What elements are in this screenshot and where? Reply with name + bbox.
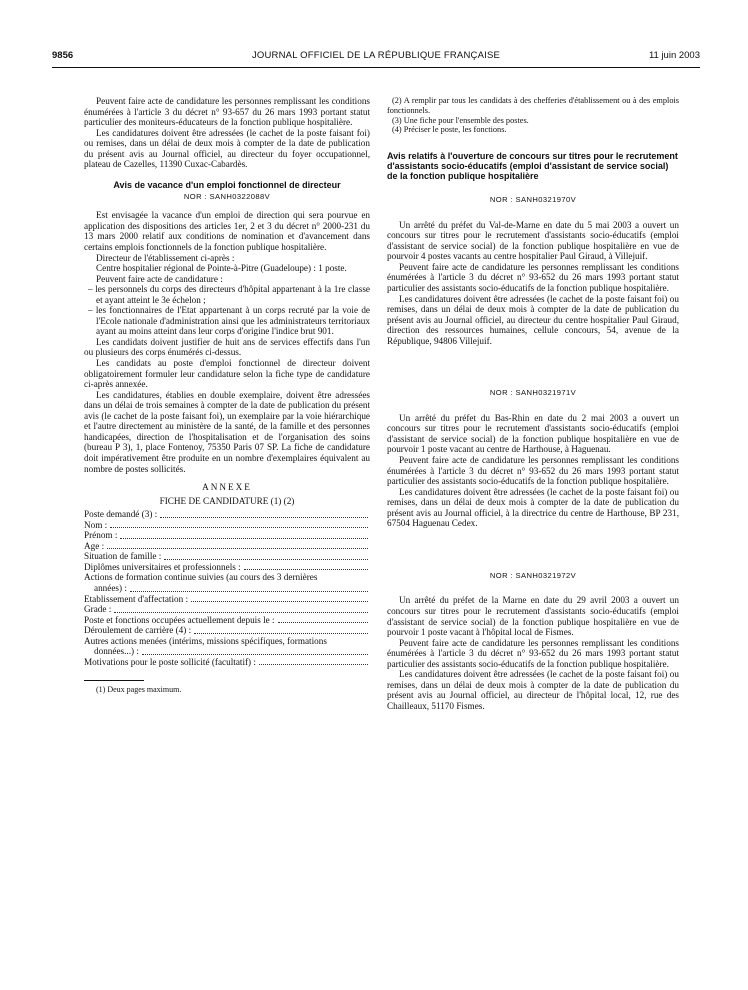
- form-field-etablissement: Etablissement d'affectation :: [84, 594, 370, 605]
- concours-heading: Avis relatifs à l'ouverture de concours sur titres pour le recrutement d'assistants socio-éducatifs (emploi d'assistant de service social) de la fonction publique hospitalière: [387, 151, 678, 182]
- avis-nor: NOR : SANH0321972V: [489, 570, 577, 580]
- form-field-formation-cont: années) :: [84, 583, 370, 594]
- vacance-paragraph: Peuvent faire acte de candidature :: [96, 273, 223, 284]
- avis-paragraph: Peuvent faire acte de candidature les personnes remplissant les conditions énumérées à l'article 3 du décret n° 93-652 du 26 mars 1993 portant statut particulier des assistants socio-éducatifs de la fonction publique hospitalière.: [387, 455, 679, 487]
- avis-paragraph: Les candidatures doivent être adressées (le cachet de la poste faisant foi) ou remises, dans un délai de deux mois à compter de la date de publication du présent avis au Journal officiel, au directeur de l'hôpital local, 12, rue des Chailleaux, 51170 Fismes.: [387, 669, 679, 711]
- intro-paragraph-1: Peuvent faire acte de candidature les personnes remplissant les conditions énumérées à l'article 3 du décret n° 93-657 du 26 mars 1993 portant statut particulier des moniteurs-éducateurs de la fonction publique hospitalière.: [84, 96, 370, 128]
- eligibility-item: – les personnels du corps des directeurs d'hôpital appartenant à la 1re classe et ayant atteint le 3e échelon ;: [88, 284, 370, 305]
- form-field-prenom: Prénom :: [84, 530, 370, 541]
- footnote: (3) Une fiche pour l'ensemble des postes.: [392, 115, 529, 125]
- fill-line: [142, 648, 368, 655]
- form-field-nom: Nom :: [84, 520, 370, 531]
- form-field-autres-cont: données...) :: [84, 646, 370, 657]
- fill-line: [160, 511, 368, 518]
- header-rule: [52, 67, 700, 68]
- fill-line: [110, 521, 368, 528]
- footnote: (2) A remplir par tous les candidats à des chefferies d'établissement ou à des emplois fonctionnels.: [387, 96, 679, 115]
- avis-paragraph: Un arrêté du préfet du Val-de-Marne en date du 5 mai 2003 a ouvert un concours sur titres pour le recrutement d'assistants socio-éducatifs (emploi d'assistant de service social) de la fonction publique hospitalière en vue de pourvoir 4 postes vacants au centre hospitalier Paul Giraud, à Villejuif.: [387, 219, 679, 262]
- fill-line: [194, 627, 368, 634]
- vacance-paragraph: Directeur de l'établissement ci-après :: [96, 252, 235, 263]
- issue-date: 11 juin 2003: [648, 50, 700, 61]
- form-field-poste: Poste demandé (3) :: [84, 509, 370, 520]
- avis-nor: NOR : SANH0321971V: [489, 388, 577, 398]
- form-field-age: Age :: [84, 541, 370, 552]
- avis-paragraph: Les candidatures doivent être adressées (le cachet de la poste faisant foi) ou remises, dans un délai de deux mois à compter de la date de publication du présent avis au Journal officiel, à la directrice du centre de Harthouse, BP 231, 67504 Haguenau Cedex.: [387, 486, 679, 529]
- fill-line: [259, 658, 368, 665]
- fill-line: [107, 542, 368, 549]
- avis-paragraph: Un arrêté du préfet de la Marne en date du 29 avril 2003 a ouvert un concours sur titres pour le recrutement d'assistants socio-éducatifs (emploi d'assistant de service social) de la fonction publique hospitalière en vue de pourvoir 1 poste vacant à l'hôpital local de Fismes.: [387, 595, 679, 638]
- form-field-formation: Actions de formation continue suivies (au cours des 3 dernières: [84, 572, 318, 583]
- intro-paragraph-2: Les candidatures doivent être adressées (le cachet de la poste faisant foi) ou remises, dans un délai de deux mois à compter de la date de publication du présent avis au Journal officiel, au directeur du foyer occupationnel, plateau de Cazelles, 11390 Cuxac-Cabardès.: [84, 127, 370, 170]
- page-header: [52, 50, 700, 64]
- page-number: 9856: [52, 50, 74, 61]
- form-field-autres: Autres actions menées (intérims, missions spécifiques, formations: [84, 635, 327, 646]
- right-column: [387, 96, 679, 711]
- form-field-situation: Situation de famille :: [84, 551, 370, 562]
- vacance-nor: NOR : SANH0322088V: [183, 191, 271, 201]
- fill-line: [278, 616, 368, 623]
- form-field-poste-fonctions: Poste et fonctions occupées actuellement depuis le :: [84, 615, 370, 626]
- footnotes-continued: [387, 96, 679, 135]
- footnote: (1) Deux pages maximum.: [96, 685, 182, 695]
- fill-line: [114, 606, 368, 613]
- fill-line: [164, 553, 368, 560]
- fill-line: [191, 595, 368, 602]
- form-field-diplomes: Diplômes universitaires et professionnels :: [84, 562, 370, 573]
- form-field-carriere: Déroulement de carrière (4) :: [84, 625, 370, 636]
- avis-paragraph: Un arrêté du préfet du Bas-Rhin en date du 2 mai 2003 a ouvert un concours sur titres pour le recrutement d'assistants socio-éducatifs (emploi d'assistant de service social) de la fonction publique hospitalière en vue de pourvoir 1 poste vacant au centre de Harthouse, à Haguenau.: [387, 412, 679, 455]
- fill-line: [130, 585, 368, 592]
- avis-paragraph: Peuvent faire acte de candidature les personnes remplissant les conditions énumérées à l'article 3 du décret n° 93-652 du 26 mars 1993 portant statut particulier des assistants socio-éducatifs de la fonction publique hospitalière.: [387, 261, 679, 294]
- journal-title: JOURNAL OFFICIEL DE LA RÉPUBLIQUE FRANÇAISE: [251, 50, 501, 61]
- footnote-rule: [84, 680, 144, 681]
- vacance-paragraph: Les candidats doivent justifier de huit ans de services effectifs dans l'un ou plusieurs des corps énumérés ci-dessus.: [84, 336, 370, 358]
- footnote: (4) Préciser le poste, les fonctions.: [392, 125, 507, 135]
- vacance-paragraph: Est envisagée la vacance d'un emploi de direction qui sera pourvue en application des dispositions des articles 1er, 2 et 3 du décret n° 2000-231 du 13 mars 2000 relatif aux conditions de nomination et d'avancement dans certains emplois fonctionnels de la fonction publique hospitalière.: [84, 210, 370, 253]
- fiche-title: FICHE DE CANDIDATURE (1) (2): [159, 495, 295, 506]
- avis-nor: NOR : SANH0321970V: [489, 195, 577, 205]
- vacance-paragraph: Centre hospitalier régional de Pointe-à-Pitre (Guadeloupe) : 1 poste.: [96, 263, 347, 274]
- fill-line: [244, 563, 368, 570]
- form-field-motivations: Motivations pour le poste sollicité (facultatif) :: [84, 657, 370, 668]
- candidature-form: [84, 509, 370, 667]
- vacance-paragraph: Les candidats au poste d'emploi fonctionnel de directeur doivent obligatoirement formuler leur candidature selon la fiche type de candidature ci-après annexée.: [84, 358, 370, 390]
- form-field-grade: Grade :: [84, 604, 370, 615]
- fill-line: [120, 532, 368, 539]
- vacance-paragraph: Les candidatures, établies en double exemplaire, doivent être adressées dans un délai de trois semaines à compter de la date de publication du présent avis (le cachet de la poste faisant foi), un exemplaire par la voie hiérarchique et l'autre directement au ministère de la santé, de la famille et des personnes handicapées, direction de l'hospitalisation et de l'organisation des soins (bureau P 3), 1, place Fontenoy, 75350 Paris 07 SP. La fiche de candidature doit impérativement être produite en un nombre d'exemplaires équivalent au nombre de postes sollicités.: [84, 389, 370, 474]
- vacance-heading: Avis de vacance d'un emploi fonctionnel de directeur: [113, 179, 341, 190]
- annexe-title: ANNEXE: [202, 482, 252, 493]
- avis-paragraph: Peuvent faire acte de candidature les personnes remplissant les conditions énumérées à l'article 3 du décret n° 93-652 du 26 mars 1993 portant statut particulier des assistants socio-éducatifs de la fonction publique hospitalière.: [387, 637, 679, 669]
- left-column: [84, 96, 370, 695]
- eligibility-item: – les fonctionnaires de l'Etat appartenant à un corps recruté par la voie de l'Ecole nationale d'administration ainsi que les administrateurs territoriaux ayant au moins atteint dans leur corps d'origine l'indice brut 901.: [88, 305, 370, 337]
- avis-paragraph: Les candidatures doivent être adressées (le cachet de la poste faisant foi) ou remises, dans un délai de deux mois à compter de la date de publication du présent avis au Journal officiel, au directeur du centre hospitalier Paul Giraud, direction des ressources humaines, cellule concours, 54, avenue de la République, 94806 Villejuif.: [387, 293, 679, 346]
